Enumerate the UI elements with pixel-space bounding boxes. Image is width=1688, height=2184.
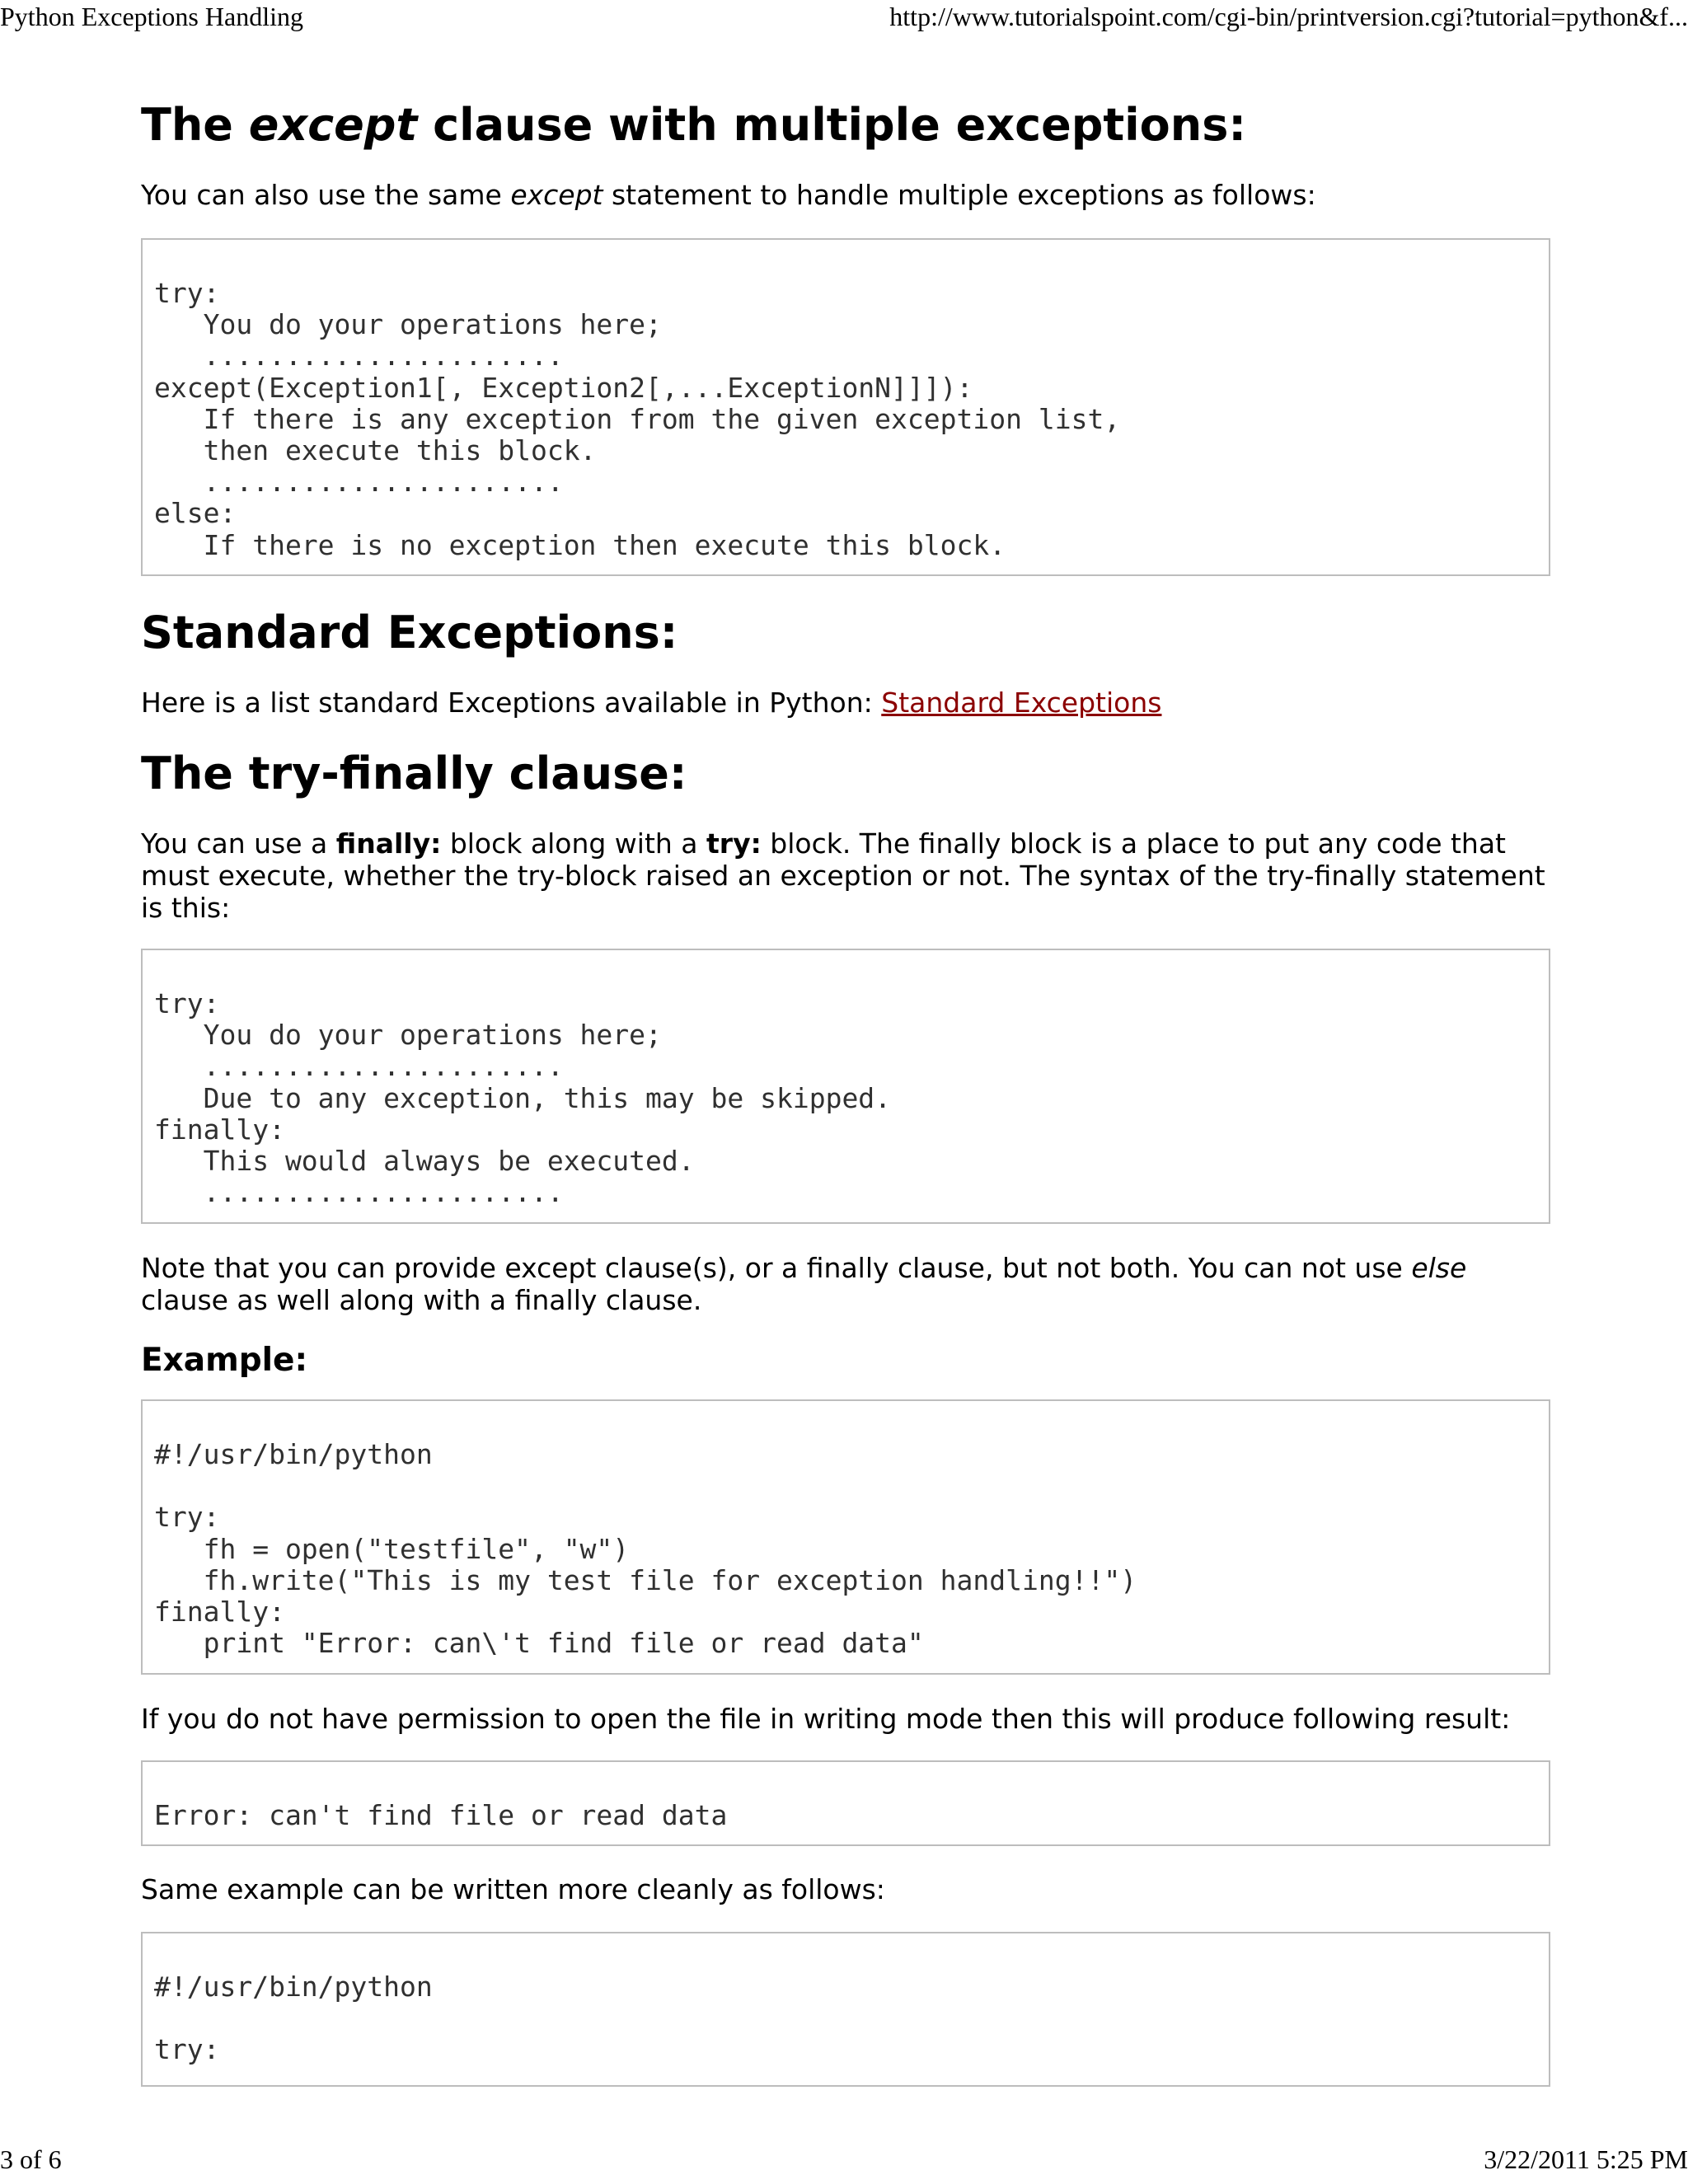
heading-text: clause with multiple exceptions: — [417, 99, 1246, 151]
code-block-except-syntax — [141, 238, 1550, 576]
heading-standard-exceptions: Standard Exceptions: — [141, 607, 678, 658]
result-intro: If you do not have permission to open the file in writing mode then this will produce following result: — [141, 1703, 1511, 1735]
standard-exceptions-link[interactable]: Standard Exceptions — [881, 687, 1162, 719]
heading-except-multiple — [141, 99, 1246, 152]
intro-multiple — [141, 179, 1552, 211]
paragraph-text: You can use a — [141, 827, 336, 860]
paragraph-emphasis: except — [510, 179, 603, 211]
paragraph-text: statement to handle multiple exceptions as follows: — [603, 179, 1316, 211]
heading-try-finally: The try-finally clause: — [141, 748, 687, 799]
code-text: try: You do your operations here; ...................... except(Exception1[, Exception2[,...ExceptionN]]]): If there is any exception from the given exception list, then execute this block. ...................... else: If there is no exception then execute this block. — [154, 277, 1121, 561]
print-header-url: http://www.tutorialspoint.com/cgi-bin/printversion.cgi?tutorial=python&f... — [889, 2, 1688, 31]
try-finally-description — [141, 827, 1552, 924]
clean-example-intro: Same example can be written more cleanly as follows: — [141, 1873, 885, 1905]
code-text: #!/usr/bin/python try: fh = open("testfile", "w") fh.write("This is my test file for exception handling!!") finally: print "Error: can\'t find file or read data" — [154, 1438, 1137, 1660]
heading-emphasis: except — [248, 99, 418, 151]
print-footer-datetime: 3/22/2011 5:25 PM — [1484, 2144, 1688, 2174]
keyword-try: try: — [706, 827, 762, 860]
print-header-title: Python Exceptions Handling — [0, 2, 303, 31]
paragraph-text: clause as well along with a finally clause. — [141, 1284, 702, 1316]
note-paragraph — [141, 1252, 1552, 1316]
paragraph-text: Note that you can provide except clause(s), or a finally clause, but not both. You can not use — [141, 1252, 1412, 1284]
paragraph-text: Here is a list standard Exceptions available in Python: — [141, 687, 882, 719]
code-block-example — [141, 1399, 1550, 1675]
paragraph-text: You can also use the same — [141, 179, 511, 211]
code-text: #!/usr/bin/python try: — [154, 1971, 433, 2066]
code-block-try-finally-syntax — [141, 949, 1550, 1224]
code-block-clean-example — [141, 1932, 1550, 2087]
paragraph-emphasis: else — [1411, 1252, 1467, 1284]
code-text: try: You do your operations here; ...................... Due to any exception, this may be skipped. finally: This would always be executed. ...................... — [154, 987, 892, 1209]
paragraph-text: block along with a — [441, 827, 707, 860]
code-text: Error: can't find file or read data — [154, 1799, 728, 1831]
heading-example: Example: — [141, 1342, 308, 1379]
standard-exceptions-text — [141, 687, 1552, 719]
paragraph-text: block. The finally block is a place to put any code that must execute, whether the try-block raised an exception or not. The syntax of the try-finally statement is this: — [141, 827, 1545, 924]
code-block-result — [141, 1760, 1550, 1846]
heading-text: The — [141, 99, 249, 151]
print-footer-page: 3 of 6 — [0, 2144, 62, 2174]
keyword-finally: finally: — [335, 827, 442, 860]
